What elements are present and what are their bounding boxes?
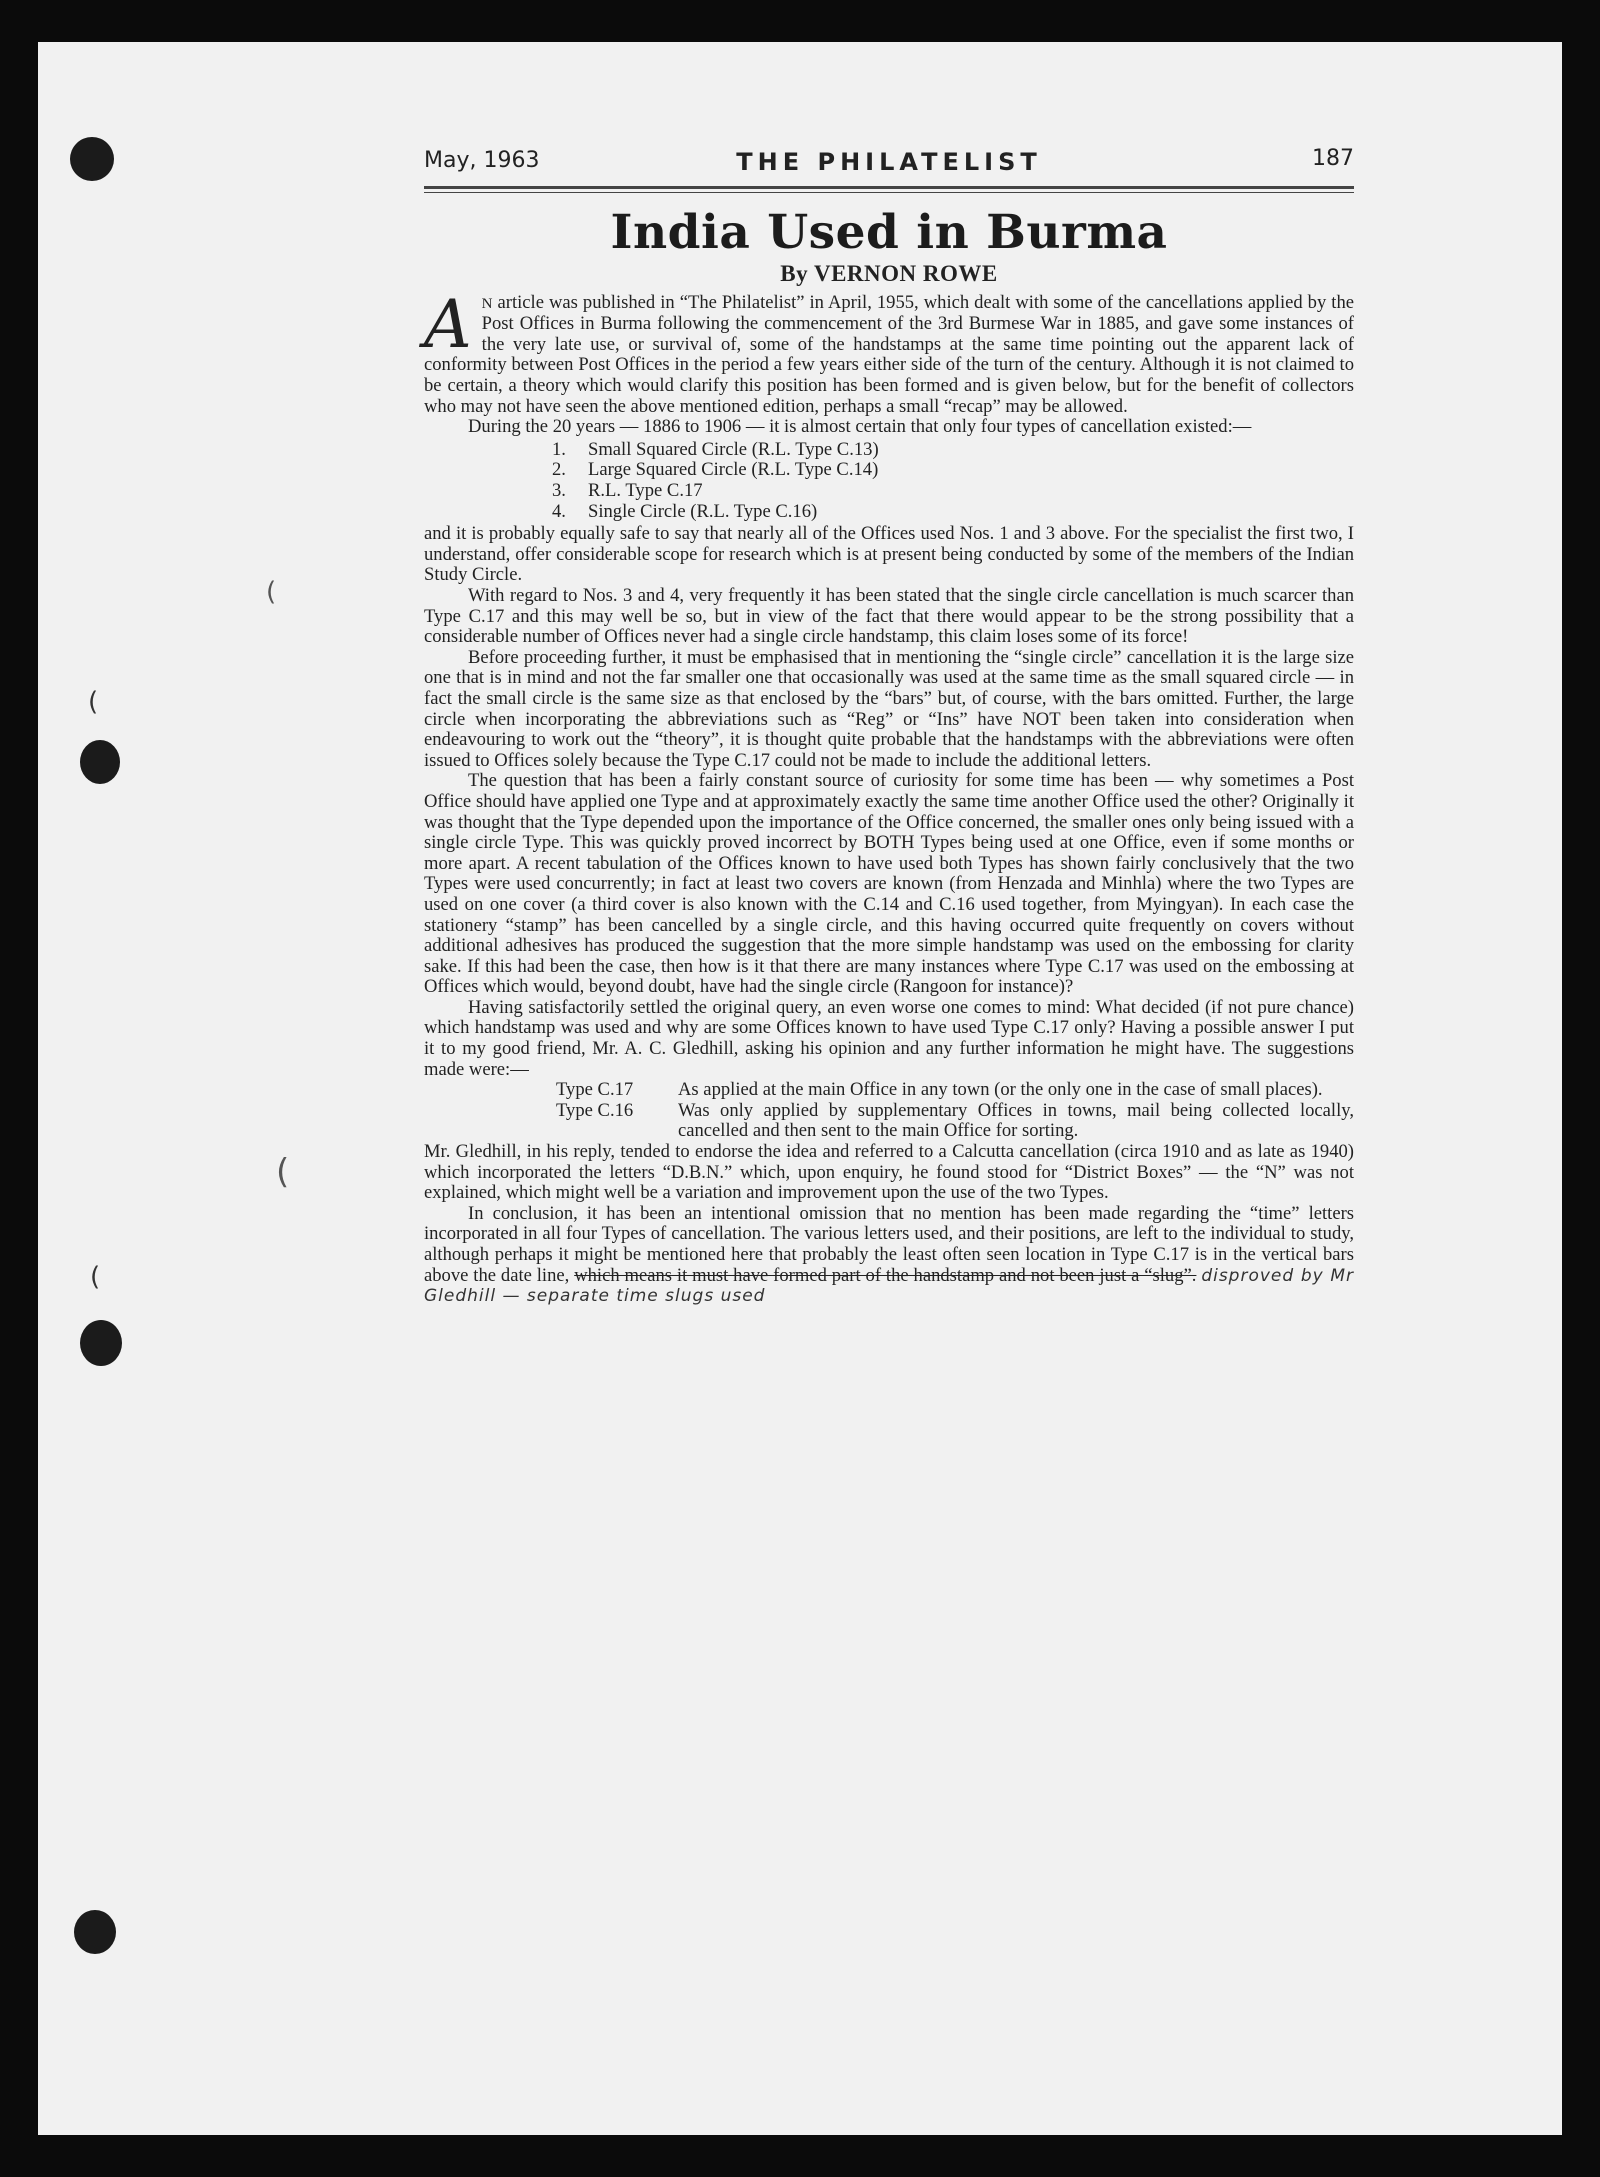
punch-hole — [70, 137, 114, 181]
small-caps: N — [481, 295, 493, 312]
journal-page — [424, 146, 1354, 1307]
punch-hole — [80, 1320, 122, 1366]
header-rule — [424, 192, 1354, 193]
list-item: 1. Small Squared Circle (R.L. Type C.13) — [552, 438, 879, 460]
margin-mark: ( — [276, 1152, 290, 1192]
paragraph: With regard to Nos. 3 and 4, very frequently it has been stated that the single circle cancellation is much scarcer than Type C.17 and this may well be so, but in view of the fact that there would appear to be the strong possibility that a considerable number of Offices never had a single circle handstamp, this claim loses some of its force! — [424, 585, 1354, 648]
cancellation-type-list — [424, 440, 1354, 522]
paragraph: During the 20 years — 1886 to 1906 — it is almost certain that only four types of cancellation existed:— — [468, 416, 1252, 438]
paragraph: Before proceeding further, it must be emphasised that in mentioning the “single circle” cancellation it is the large size one that is in mind and not the far smaller one that occasionally was used at the same time as the small squared circle — in fact the small circle is the same size as that enclosed by the “bars” but, of course, with the bars omitted. Further, the large circle when incorporating the abbreviations such as “Reg” or “Ins” have NOT been taken into consideration when endeavouring to work out the “theory”, it is thought quite probable that the handstamps with the abbreviations were often issued to Offices solely because the Type C.17 could not be made to include the additional letters. — [424, 646, 1354, 771]
list-item: Type C.16 Was only applied by supplementary Offices in towns, mail being collected locally, cancelled and then sent to the main Office for sorting. — [556, 1099, 1354, 1142]
paragraph: The question that has been a fairly constant source of curiosity for some time has been — why sometimes a Post Office should have applied one Type and at approximately exactly the same time another Office used the other? Originally it was thought that the Type depended upon the importance of the Office concerned, the smaller ones only being issued with a single circle Type. This was quickly proved incorrect by BOTH Types being used at one Office, even if some months or more apart. A recent tabulation of the Offices known to have used both Types has shown fairly conclusively that the two Types were used concurrently; in fact at least two covers are known (from Henzada and Minhla) where the two Types are used on one cover (a third cover is also known with the C.14 and C.16 used together, from Myingyan). In each case the stationery “stamp” has been cancelled by a single circle, and this having occurred quite frequently on covers without additional adhesives has produced the suggestion that the more simple handstamp was used on the embossing for clarity sake. If this had been the case, then how is it that there are many instances where Type C.17 was used on the embossing at Offices which would, beyond doubt, have had the single circle (Rangoon for instance)? — [424, 770, 1354, 998]
list-item: Type C.17 As applied at the main Office in any town (or the only one in the case of small places). — [556, 1079, 1323, 1101]
paragraph-text: article was published in “The Philatelist” in April, 1955, which dealt with some of the cancellations applied by the Post Offices in Burma following the commencement of the 3rd Burmese War in 1885, and gave some instances of the very late use, or survival of, some of the handstamps at the same time pointing out the apparent lack of conformity between Post Offices in the period a few years either side of the turn of the century. Although it is not claimed to be certain, a theory which would clarify this position has been formed and is given below, but for the benefit of collectors who may not have seen the above mentioned edition, perhaps a small “recap” may be allowed. — [424, 291, 1354, 417]
type-suggestions — [556, 1080, 1354, 1142]
punch-hole — [80, 740, 120, 784]
list-item: 4. Single Circle (R.L. Type C.16) — [552, 500, 818, 522]
article-body — [424, 285, 1354, 1307]
issue-date: May, 1963 — [424, 148, 540, 173]
paragraph — [424, 285, 1354, 418]
list-item: 3. R.L. Type C.17 — [552, 480, 703, 502]
handwritten-annotation: disproved by Mr Gledhill — separate time slugs used — [424, 1265, 1354, 1307]
margin-mark: ( — [266, 577, 277, 607]
list-item: 2. Large Squared Circle (R.L. Type C.14) — [552, 459, 879, 481]
article-title: India Used in Burma — [610, 205, 1168, 260]
running-head — [424, 146, 1354, 182]
page-number: 187 — [1312, 146, 1354, 171]
paragraph: Having satisfactorily settled the original query, an even worse one comes to mind: What decided (if not pure chance) which handstamp was used and why are some Offices known to have used Type C.17 only? Having a possible answer I put it to my good friend, Mr. A. C. Gledhill, asking his opinion and any further information he might have. The suggestions made were:— — [424, 996, 1354, 1080]
journal-title: THE PHILATELIST — [736, 148, 1042, 176]
paragraph: In conclusion, it has been an intentional omission that no mention has been made regarding the “time” letters incorporated in all four Types of cancellation. The various letters used, and their positions, are left to the individual to study, although perhaps it might be mentioned here that probably the least often seen location in Type C.17 is in the vertical bars above the date line, which means it must have formed part of the handstamp and not been just a “slug”. disproved by Mr Gledhill — separate time slugs used — [424, 1202, 1354, 1307]
struck-out-text: which means it must have formed part of the handstamp and not been just a “slug”. — [574, 1264, 1197, 1286]
punch-hole — [74, 1910, 116, 1954]
paragraph: Mr. Gledhill, in his reply, tended to endorse the idea and referred to a Calcutta cancellation (circa 1910 and as late as 1940) which incorporated the letters “D.B.N.” which, upon enquiry, he found stood for “District Boxes” — the “N” was not explained, which might well be a variation and improvement upon the use of the two Types. — [424, 1141, 1354, 1204]
article-byline: By VERNON ROWE — [780, 260, 998, 286]
margin-mark: ( — [90, 1262, 101, 1292]
drop-cap: A — [424, 285, 472, 363]
margin-mark: ( — [88, 687, 99, 717]
header-rule — [424, 186, 1354, 189]
paragraph: and it is probably equally safe to say that nearly all of the Offices used Nos. 1 and 3 above. For the specialist the first two, I understand, offer considerable scope for research which is at present being conducted by some of the members of the Indian Study Circle. — [424, 523, 1354, 586]
